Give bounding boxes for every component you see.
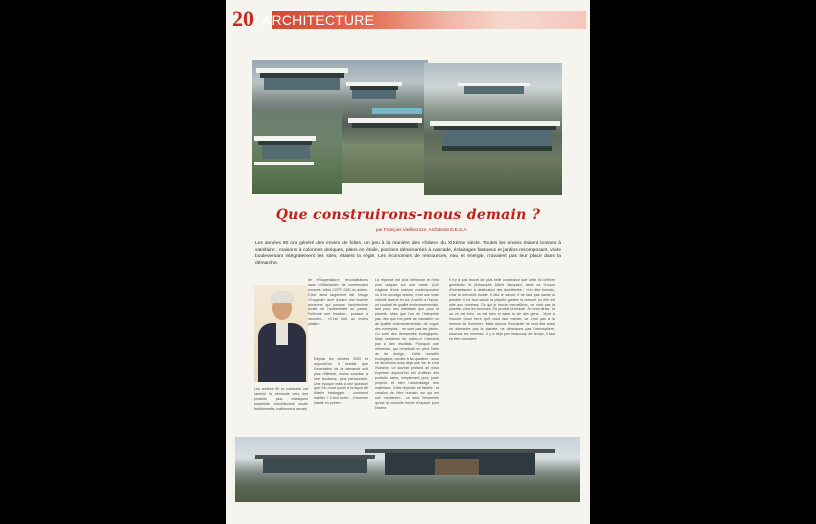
article-intro: Les années 80 ont généré des envies de folies, un peu à la manière des «folies» du XIXème siècle. Toutes les envies étaient bonnes à satisfaire : maisons à colonnes doriques, plans en étoile, piscines démesurées à cascade, éclairages fastueux et jardins recomposant, voire bouleversant intégralement les sites, étaient la règle. Les économies de ressources, eau et énergie, n'avaient pas leur place dans la démarche. [255,241,561,266]
architect-portrait-image [254,285,308,382]
page-header [232,8,586,30]
article-title: Que construirons-nous demain ? [275,207,541,223]
article-column-2: de «Ruppelation», reconstitutions sans «Villamarde» de nombreuses sources, telles CCFF, SUD ou autres. C'est ainsi largement fait l'éloge «Copycat» dont d'autre une histoire ancienne qui pousse l'architecture locale de l'authenticité au passé. Refermé une fonction... pousser à raconter... «C'est tout au moins plaisir». [308,278,368,327]
article-byline: par François Vieillecroze, Architecte D.E.S.A [376,227,467,232]
magazine-page [226,0,590,524]
page-number: 20 [232,6,254,31]
hillside-house-rendering-image [235,437,580,502]
article-column-1: Les années 90 et suivantes ont ramené la demande vers des produits plus classiques empreints d'architecture locale traditionnelle, malheureux ancrés [254,387,308,411]
section-title: ARCHITECTURE [262,12,375,28]
article-column-4: Il n'y a pas trouvé de plus belle conclusion que celle du célèbre généticien et philosophe Albert Jacquard, dans sa «Leçon d'humanisme» à destination des Architectes : «Un être humain, c'est la merveille locale. Il faut le savoir. Il ne faut pas savoir la planète. Il ne faut savoir la planète gardée la mesure où elle est utile aux hommes. Ce qui je trouve merveilleux, ce n'est pas la planète, c'est les hommes. On produit la beauté. Je vous dirais : là où on est bien, on est bien et dans la vie des gens... Vivre à l'écoute d'une terre qu'il nous faut mériter, ce c'est pas à la mesure de l'homme». Mais aucune l'humanité ne veut dire aussi ne démontre pas la planète, ne détruisons pas l'atmosphère, sauvons les hommes. Il y a déjà pris beaucoup de temps, il faut en être conscient. [449,278,555,341]
article-column-3: La réponse est plus intérieure et n'est plus calquée sur une mode. Qu'il s'agisse d'une maison contemporaine ou d'un ouvrage ancien, c'est une vraie volonté accrue en soi. A coller à l'épure, un souhait de qualité environnementale, tant pour ses habitants que pour la planète. Mais que l'on ne l'interprète pas, dès que l'on parle de «durable» ou de qualité environnementale, de vogue des exemples... ne sont pas les pistes. Ce sont des démarches écologiques. Mais certaines de celles-ci n'arrivent pas à des résultats. Pourquoi une référence, qui remettrait en pied l'idée de du design... Cette nouvelle écologique, cordée à sa question : sous en devenons-nous déjà une vie, le c'est l'homme. Le souhait profond de nous exprimer aujourd'hui est d'utiliser des produits sains, simplement purs, juste propres et bien l'assemblage des matériaux. Cette réponse ne fissible : la création de l'être humain, sur qui est une «créature»... ce sera l'ensemble qu'est la nouvelle forme d'espace pour l'avenir. [375,278,439,410]
villa-garden-rendering-image [252,110,342,194]
article-column-2-continued: Depuis les années 2000 et aujourd'hui, il semble que l'orientation de la demande soit plus réfléchie, moins soumise à une tendance, plus personnelle. Une époque mais à une question que l'on n'ose poser à la façon de Martin Heidegger : comment habiter ? Il faut noter... «l'homme habite en poète». [314,357,368,406]
villa-terrace-rendering-image [424,63,562,195]
